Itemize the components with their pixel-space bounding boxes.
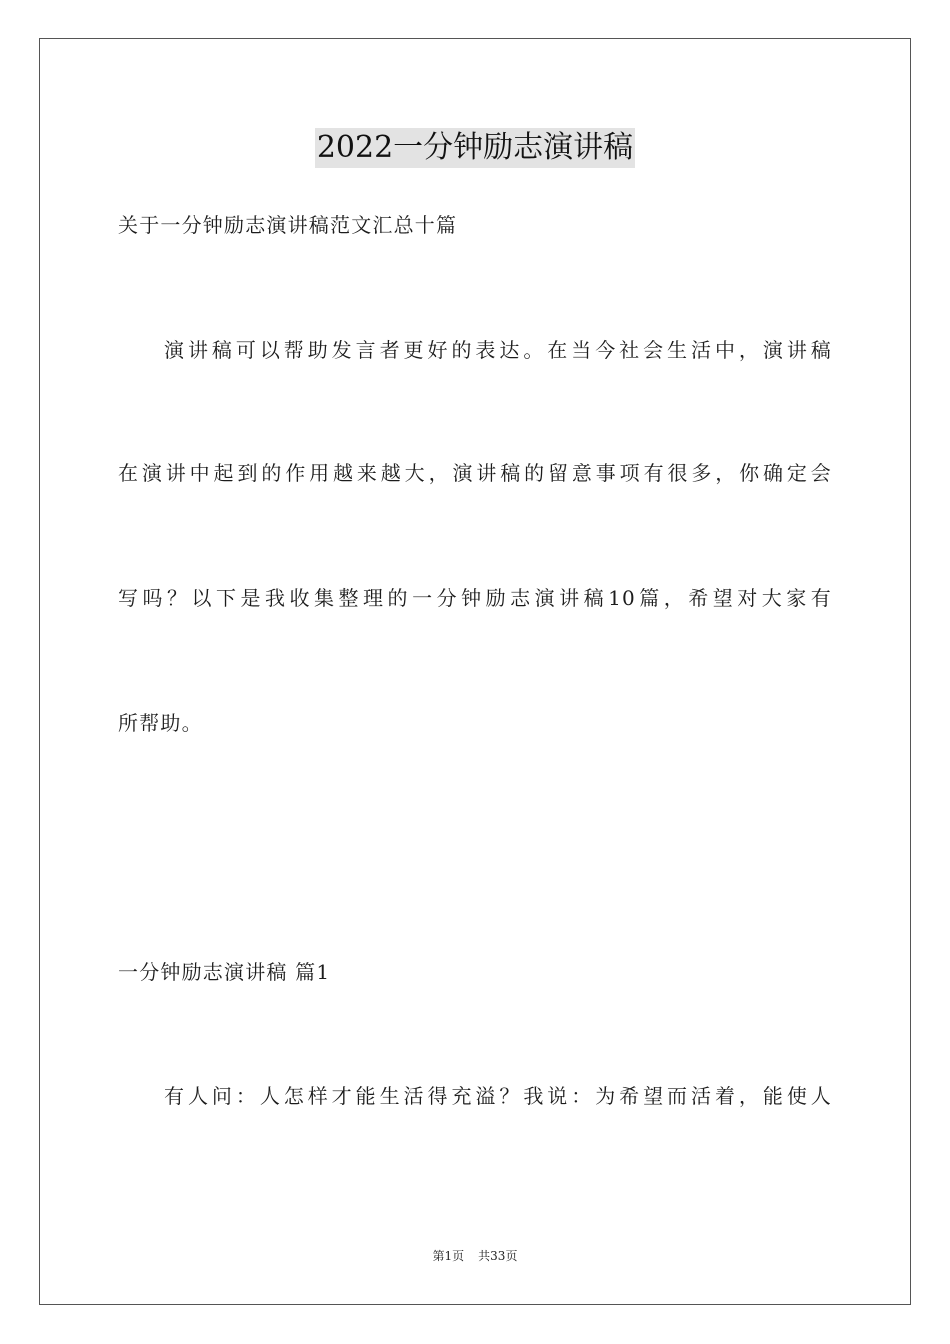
intro-line-3: 写吗？以下是我收集整理的一分钟励志演讲稿10篇，希望对大家有	[118, 586, 832, 610]
page-total: 共33页	[478, 1249, 518, 1263]
intro-line-1: 演讲稿可以帮助发言者更好的表达。在当今社会生活中，演讲稿	[164, 338, 832, 362]
section-heading: 一分钟励志演讲稿 篇1	[118, 960, 331, 984]
document-subtitle: 关于一分钟励志演讲稿范文汇总十篇	[118, 213, 458, 237]
intro-line-2: 在演讲中起到的作用越来越大，演讲稿的留意事项有很多，你确定会	[118, 461, 832, 485]
body-line-1: 有人问：人怎样才能生活得充溢？我说：为希望而活着，能使人	[164, 1084, 832, 1108]
page-number: 第1页	[432, 1249, 465, 1263]
intro-line-4: 所帮助。	[118, 711, 203, 735]
page-footer	[0, 1248, 950, 1264]
document-title: 2022一分钟励志演讲稿	[315, 128, 635, 168]
document-title-block	[0, 128, 950, 168]
